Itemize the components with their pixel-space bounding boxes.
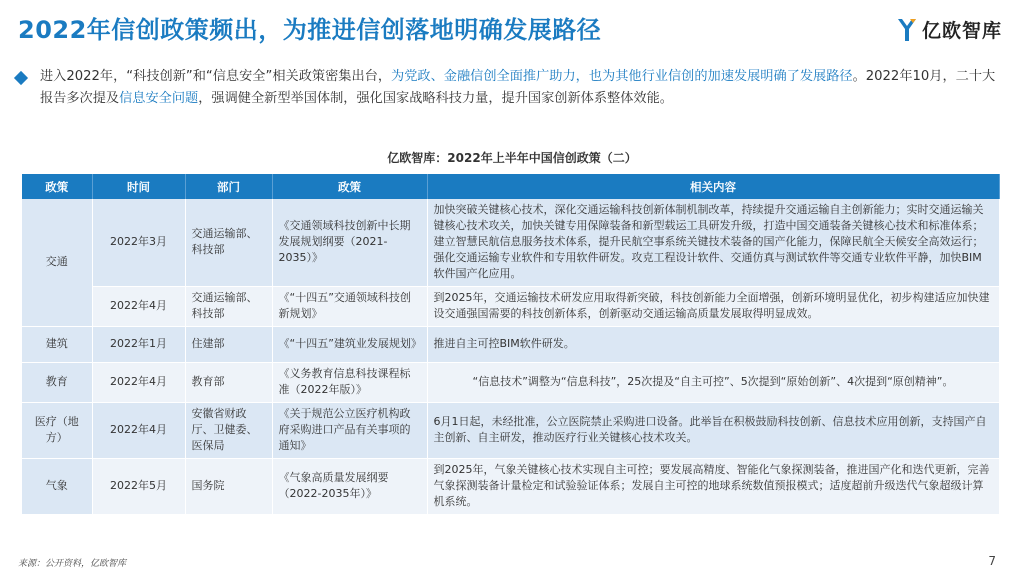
cell-policy: 《“十四五”建筑业发展规划》: [272, 326, 427, 362]
intro-highlight-1: 为党政、金融信创全面推广助力，也为其他行业信创的加速发展明确了发展路径: [391, 69, 853, 84]
table-row: [22, 458, 999, 514]
cell-category: 交通: [22, 199, 92, 326]
intro-paragraph: [40, 66, 998, 110]
source-note: 来源：公开资料，亿欧智库: [18, 559, 127, 569]
cell-content: 到2025年，交通运输技术研发应用取得新突破，科技创新能力全面增强，创新环境明显优化，初步构建适应加快建设交通强国需要的科技创新体系，创新驱动交通运输高质量发展取得明显成效。: [427, 286, 999, 326]
cell-content: 推进自主可控BIM软件研发。: [427, 326, 999, 362]
cell-category: 医疗（地方）: [22, 402, 92, 458]
cell-category: 教育: [22, 362, 92, 402]
cell-content: 6月1日起，未经批准，公立医院禁止采购进口设备。此举旨在积极鼓励科技创新、信息技术应用创新，支持国产自主创新、自主研发，推动医疗行业关键核心技术攻关。: [427, 402, 999, 458]
policy-table: [22, 174, 1000, 515]
cell-time: 2022年4月: [92, 402, 185, 458]
intro-text-3: ，强调健全新型举国体制，强化国家战略科技力量，提升国家创新体系整体效能。: [198, 91, 673, 106]
table-row: [22, 326, 999, 362]
cell-policy: 《关于规范公立医疗机构政府采购进口产品有关事项的通知》: [272, 402, 427, 458]
table-row: [22, 402, 999, 458]
cell-time: 2022年4月: [92, 362, 185, 402]
page-title: 2022年信创政策频出，为推进信创落地明确发展路径: [18, 16, 602, 44]
page-number: 7: [988, 554, 996, 568]
cell-policy: 《气象高质量发展纲要（2022-2035年）》: [272, 458, 427, 514]
cell-time: 2022年4月: [92, 286, 185, 326]
logo-icon: [896, 17, 918, 43]
cell-dept: 住建部: [185, 326, 272, 362]
cell-time: 2022年5月: [92, 458, 185, 514]
cell-dept: 交通运输部、科技部: [185, 286, 272, 326]
table-row: [22, 362, 999, 402]
cell-dept: 国务院: [185, 458, 272, 514]
header-dept: 部门: [185, 174, 272, 199]
cell-dept: 教育部: [185, 362, 272, 402]
cell-content: 加快突破关键核心技术，深化交通运输科技创新体制机制改革，持续提升交通运输自主创新能力；实时交通运输关键核心技术攻关，加快关键专用保障装备和新型载运工具研发升级，打造中国交通装备关键核心技术和标准体系；建立智慧民航信息服务技术体系，提升民航空事系统关键技术装备的国产化能力，保障民航全天候安全高效运行；强化交通运输专业软件和专用软件研发。攻克工程设计软件、交通仿真与测试软件等交通专业软件平静，加快BIM软件国产化应用。: [427, 199, 999, 286]
cell-content: “信息技术”调整为“信息科技”，25次提及“自主可控”、5次提到“原始创新”、4次提到“原创精神”。: [427, 362, 999, 402]
table-header-row: [22, 174, 999, 199]
cell-content: 到2025年，气象关键核心技术实现自主可控；要发展高精度、智能化气象探测装备，推进国产化和迭代更新，完善气象探测装备计量检定和试验验证体系；发展自主可控的地球系统数值预报模式；适度超前升级迭代气象超级计算机系统。: [427, 458, 999, 514]
header-content: 相关内容: [427, 174, 999, 199]
cell-time: 2022年1月: [92, 326, 185, 362]
cell-dept: 交通运输部、科技部: [185, 199, 272, 286]
table-row: [22, 199, 999, 286]
brand-logo: [896, 16, 1002, 43]
logo-text: 亿欧智库: [921, 20, 1002, 42]
intro-highlight-2: 信息安全问题: [119, 91, 199, 106]
table-row: [22, 286, 999, 326]
header-time: 时间: [92, 174, 185, 199]
table-title: 亿欧智库：2022年上半年中国信创政策（二）: [387, 151, 637, 165]
intro-text-2: 。2022年10月，二十大报告多次提及: [40, 69, 996, 106]
cell-category: 建筑: [22, 326, 92, 362]
header-policy: 政策: [272, 174, 427, 199]
cell-time: 2022年3月: [92, 199, 185, 286]
cell-policy: 《交通领域科技创新中长期发展规划纲要（2021-2035）》: [272, 199, 427, 286]
cell-policy: 《义务教育信息科技课程标准（2022年版）》: [272, 362, 427, 402]
cell-category: 气象: [22, 458, 92, 514]
cell-policy: 《“十四五”交通领域科技创新规划》: [272, 286, 427, 326]
bullet-icon: [14, 71, 28, 85]
header-category: 政策: [22, 174, 92, 199]
intro-text-1: 进入2022年，“科技创新”和“信息安全”相关政策密集出台，: [40, 69, 392, 84]
cell-dept: 安徽省财政厅、卫健委、医保局: [185, 402, 272, 458]
